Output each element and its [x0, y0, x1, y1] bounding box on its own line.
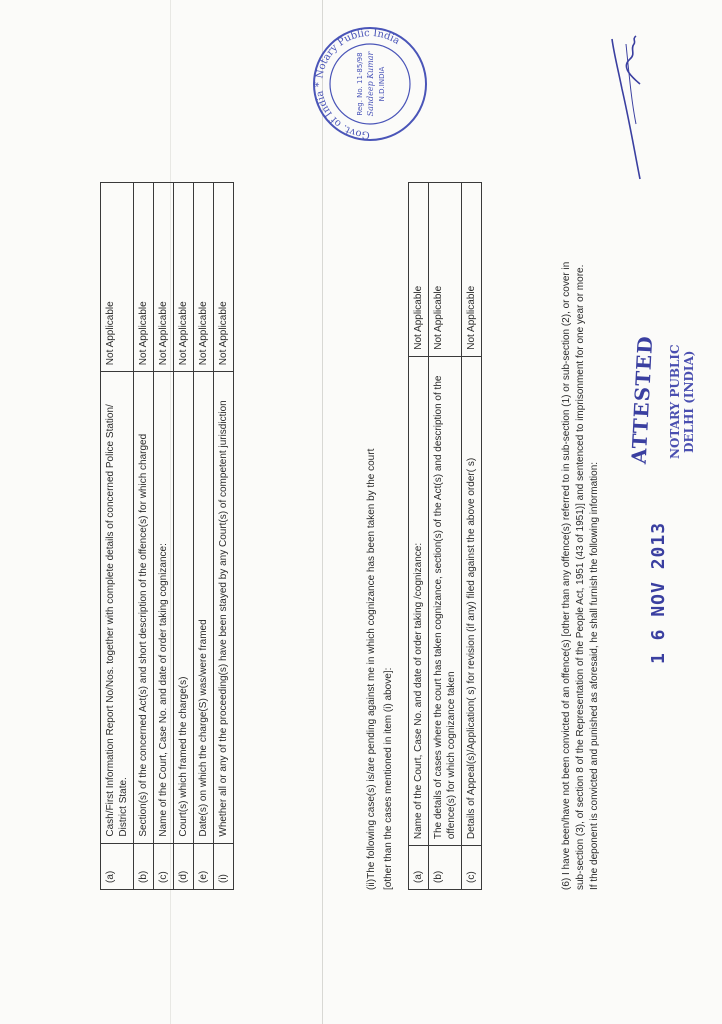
row-value: Not Applicable [429, 183, 462, 357]
table-pending-cases-details [100, 182, 234, 890]
table-row [174, 183, 194, 890]
row-description: The details of cases where the court has taken cognizance, section(s) of the Act(s) and description of the offence(s) for which cognizance taken [429, 356, 462, 845]
table-row [409, 183, 429, 890]
seal-reg-no: Reg. No. 11-85/98 [356, 52, 364, 116]
notary-stamp [668, 344, 696, 459]
row-description: Name of the Court, Case No. and date of order taking /cognizance: [409, 356, 429, 845]
row-code: (e) [194, 843, 214, 889]
table-row [194, 183, 214, 890]
row-code: (a) [101, 843, 134, 889]
notary-stamp-line2: DELHI (INDIA) [682, 350, 696, 453]
row-value: Not Applicable [101, 183, 134, 372]
row-value: Not Applicable [134, 183, 154, 372]
row-code: (i) [214, 843, 234, 889]
notary-seal-icon [310, 24, 430, 144]
section-ii-heading: (ii)The following case(s) is/are pending against me in which cognizance has been taken by the court [366, 448, 377, 890]
row-description: Name of the Court, Case No. and date of order taking cognizance: [154, 372, 174, 843]
row-description: Section(s) of the concerned Act(s) and short description of the offence(s) for which charged [134, 372, 154, 843]
row-value: Not Applicable [462, 183, 482, 357]
table-row [101, 183, 134, 890]
row-value: Not Applicable [409, 183, 429, 357]
row-code: (b) [429, 846, 462, 890]
section-6-line: If the deponent is convicted and punished as aforesaid, he shall furnish the following information: [589, 461, 600, 890]
section-6-line: (6) I have been/have not been convicted of an offence(s) [other than any offence(s) referred to in sub-section (1) or sub-section (2), or cover in [561, 261, 572, 890]
section-6-line: sub-section (3), of section 8 of the Representation of the People Act, 1951 (43 of 1951)] and sentenced to imprisonment for one year or more. [575, 264, 586, 890]
table-row [462, 183, 482, 890]
row-code: (b) [134, 843, 154, 889]
section-ii-subheading: [other than the cases mentioned in item (i) above]: [383, 667, 394, 890]
row-value: Not Applicable [154, 183, 174, 372]
seal-outer-text: Govt. of India * Notary Public India [313, 27, 402, 141]
row-value: Not Applicable [214, 183, 234, 372]
row-code: (c) [462, 846, 482, 890]
table-cognizance-cases [408, 182, 482, 890]
notary-stamp-line1: NOTARY PUBLIC [668, 344, 682, 459]
row-value: Not Applicable [194, 183, 214, 372]
row-code: (c) [154, 843, 174, 889]
row-description: Details of Appeal(s)/Application( s) for revision (if any) filed against the above order( s) [462, 356, 482, 845]
seal-place: N.D.INDIA [378, 66, 386, 102]
table-row [154, 183, 174, 890]
seal-name: Sandeep Kumar [366, 51, 375, 117]
table-row [429, 183, 462, 890]
row-code: (a) [409, 846, 429, 890]
row-description: Court(s) which framed the charge(s) [174, 372, 194, 843]
table-row [214, 183, 234, 890]
section-6-paragraph [560, 230, 602, 890]
row-code: (d) [174, 843, 194, 889]
row-value: Not Applicable [174, 183, 194, 372]
row-description: Whether all or any of the proceeding(s) have been stayed by any Court(s) of competent jurisdiction [214, 372, 234, 843]
date-stamp: 1 6 NOV 2013 [648, 521, 669, 664]
row-description: Cash/First Information Report No/Nos. together with complete details of concerned Police Station/ District State. [101, 372, 134, 843]
signature-icon [600, 34, 660, 184]
row-description: Date(s) on which the charge(S) was/were framed [194, 372, 214, 843]
attested-stamp: ATTESTED [626, 334, 658, 465]
table-row [134, 183, 154, 890]
